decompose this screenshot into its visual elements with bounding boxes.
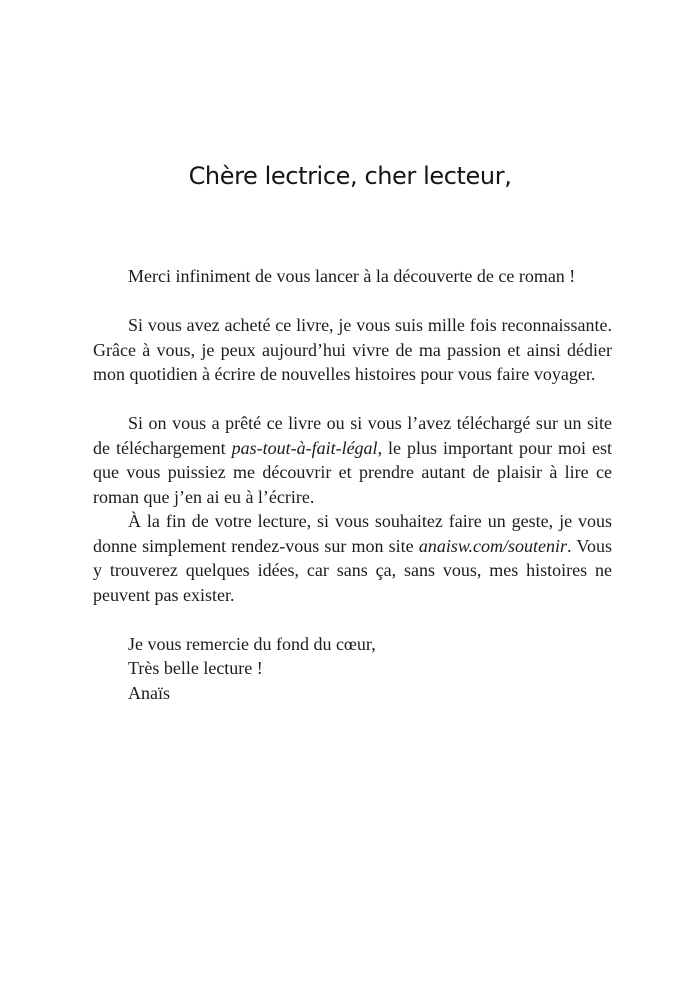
paragraph-thanks: Merci infiniment de vous lancer à la découverte de ce roman !	[128, 266, 576, 286]
closing-wish: Très belle lecture !	[128, 658, 263, 678]
signature: Anaïs	[128, 682, 170, 703]
support-site-link[interactable]: anaisw.com/soutenir	[418, 535, 567, 556]
paragraph-spacer	[93, 387, 612, 412]
emphasis-not-quite-legal: pas-tout-à-fait-légal	[231, 437, 378, 458]
paragraph-purchase: Si vous avez acheté ce livre, je vous suis mille fois reconnaissante. Grâce à vous, je peux aujourd’hui vivre de ma passion et ainsi dédier mon quotidien à écrire de nouvelles histoires pour vous faire voyager.	[93, 315, 612, 384]
paragraph-support	[93, 509, 612, 607]
closing-block	[93, 632, 612, 706]
paragraph-download-text-after: , le plus important pour moi est que vous puissiez me découvrir et prendre autant de plaisir à lire ce roman que j’en ai eu à l’écrire.	[93, 437, 612, 507]
letter-title: Chère lectrice, cher lecteur,	[188, 162, 512, 190]
letter-body	[93, 264, 612, 705]
paragraph-download-text-before: Si on vous a prêté ce livre ou si vous l’avez téléchargé sur un site de téléchargement	[93, 413, 612, 458]
paragraph-support-text-before: À la fin de votre lecture, si vous souhaitez faire un geste, je vous donne simplement rendez-vous sur mon site	[93, 511, 612, 556]
closing-thanks: Je vous remercie du fond du cœur,	[128, 633, 376, 654]
paragraph-spacer	[93, 289, 612, 314]
paragraph-spacer	[93, 607, 612, 632]
paragraph-support-text-after: . Vous y trouverez quelques idées, car sans ça, sans vous, mes histoires ne peuvent pas exister.	[93, 535, 613, 605]
paragraph-download	[93, 411, 612, 509]
